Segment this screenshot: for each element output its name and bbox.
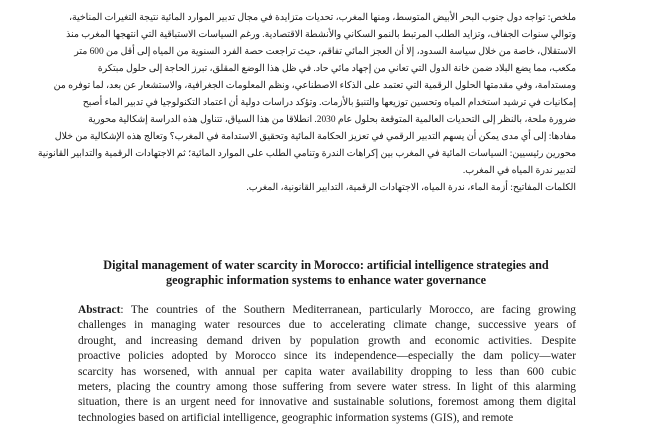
english-abstract (78, 303, 576, 426)
arabic-abstract-line: محورين رئيسيين: السياسات المائية في المغرب بين إكراهات الندرة وتنامي الطلب على الموارد المائية؛ ثم الاجتهادات الرقمية والتدابير القانونية (37, 149, 576, 159)
arabic-abstract (37, 10, 576, 197)
english-abstract-line: proactive policies adopted by Morocco since its independence—especially the dam policy—water (78, 350, 576, 363)
arabic-abstract-line: مكعب، مما يضع البلاد ضمن خانة الدول التي تعاني من إجهاد مائي حاد. في ظل هذا الوضع المقلق، تبرز الحاجة إلى حلول مبتكرة (97, 64, 576, 74)
english-title (70, 258, 582, 288)
arabic-abstract-line: ملخص: تواجه دول جنوب البحر الأبيض المتوسط، ومنها المغرب، تحديات متزايدة في مجال تدبير الموارد المائية نتيجة التغيرات المناخية، (68, 13, 576, 23)
english-abstract-line: scarcity has worsened, with annual per capita water availability dropping to less than 600 cubic (78, 365, 576, 378)
arabic-abstract-line: لتدبير ندرة المياه في المغرب. (462, 166, 576, 176)
english-abstract-line: meters, placing the country among those suffering from severe water stress. In light of this alarming (78, 381, 576, 394)
arabic-abstract-line: الاستقلال، خاصة من خلال سياسة السدود، إلا أن العجز المائي تفاقم، حيث تراجعت حصة الفرد السنوية من المياه إلى أقل من 600 متر (74, 47, 576, 57)
arabic-abstract-line: ومستدامة، وفي مقدمتها الحلول الرقمية التي تعتمد على الذكاء الاصطناعي، ونظم المعلومات الجغرافية، والاستشعار عن بعد، لما توفره من (53, 81, 576, 91)
english-title-line: geographic information systems to enhance water governance (166, 273, 486, 287)
english-abstract-line: technologies based on artificial intelligence, geographic information systems (GIS), and remote (78, 411, 514, 424)
abstract-first-line-text: : The countries of the Southern Mediterranean, particularly Morocco, are facing growing (120, 304, 576, 316)
arabic-abstract-line: وتوالي سنوات الجفاف، وتزايد الطلب المرتبط بالنمو السكاني والأنشطة الاقتصادية. ورغم السياسات الاستباقية التي انتهجها المغرب منذ (66, 30, 576, 40)
arabic-abstract-line: إمكانيات في ترشيد استخدام المياه وتحسين توزيعها والتنبؤ بالأزمات. وتؤكد دراسات دولية أن اعتماد التكنولوجيا في تدبير الماء أصبح (82, 98, 576, 108)
arabic-abstract-line: مفادها: إلى أي مدى يمكن أن يسهم التدبير الرقمي في تعزيز الحكامة المائية وتحقيق الاستدامة في المغرب؟ وتعالج هذه الإشكالية من خلال (54, 132, 576, 142)
english-abstract-line: drought, and increasing demand driven by population growth and economic activities. Despite (78, 334, 576, 347)
english-abstract-line: situation, there is an urgent need for innovative and sustainable solutions, foremost among them digital (78, 396, 576, 409)
english-abstract-line (78, 303, 576, 318)
arabic-keywords: الكلمات المفاتيح: أزمة الماء، ندرة المياه، الاجتهادات الرقمية، التدابير القانونية، المغرب. (246, 183, 576, 193)
english-title-line: Digital management of water scarcity in Morocco: artificial intelligence strategies and (103, 258, 549, 272)
abstract-label: Abstract (78, 304, 121, 316)
english-abstract-line: challenges in managing water resources due to accelerating climate change, successive years of (78, 319, 576, 332)
arabic-abstract-line: ضرورة ملحة، بالنظر إلى التحديات العالمية المتوقعة بحلول عام 2030. انطلاقا من هذا السياق، تتناول هذه الدراسة إشكالية محورية (88, 115, 576, 125)
